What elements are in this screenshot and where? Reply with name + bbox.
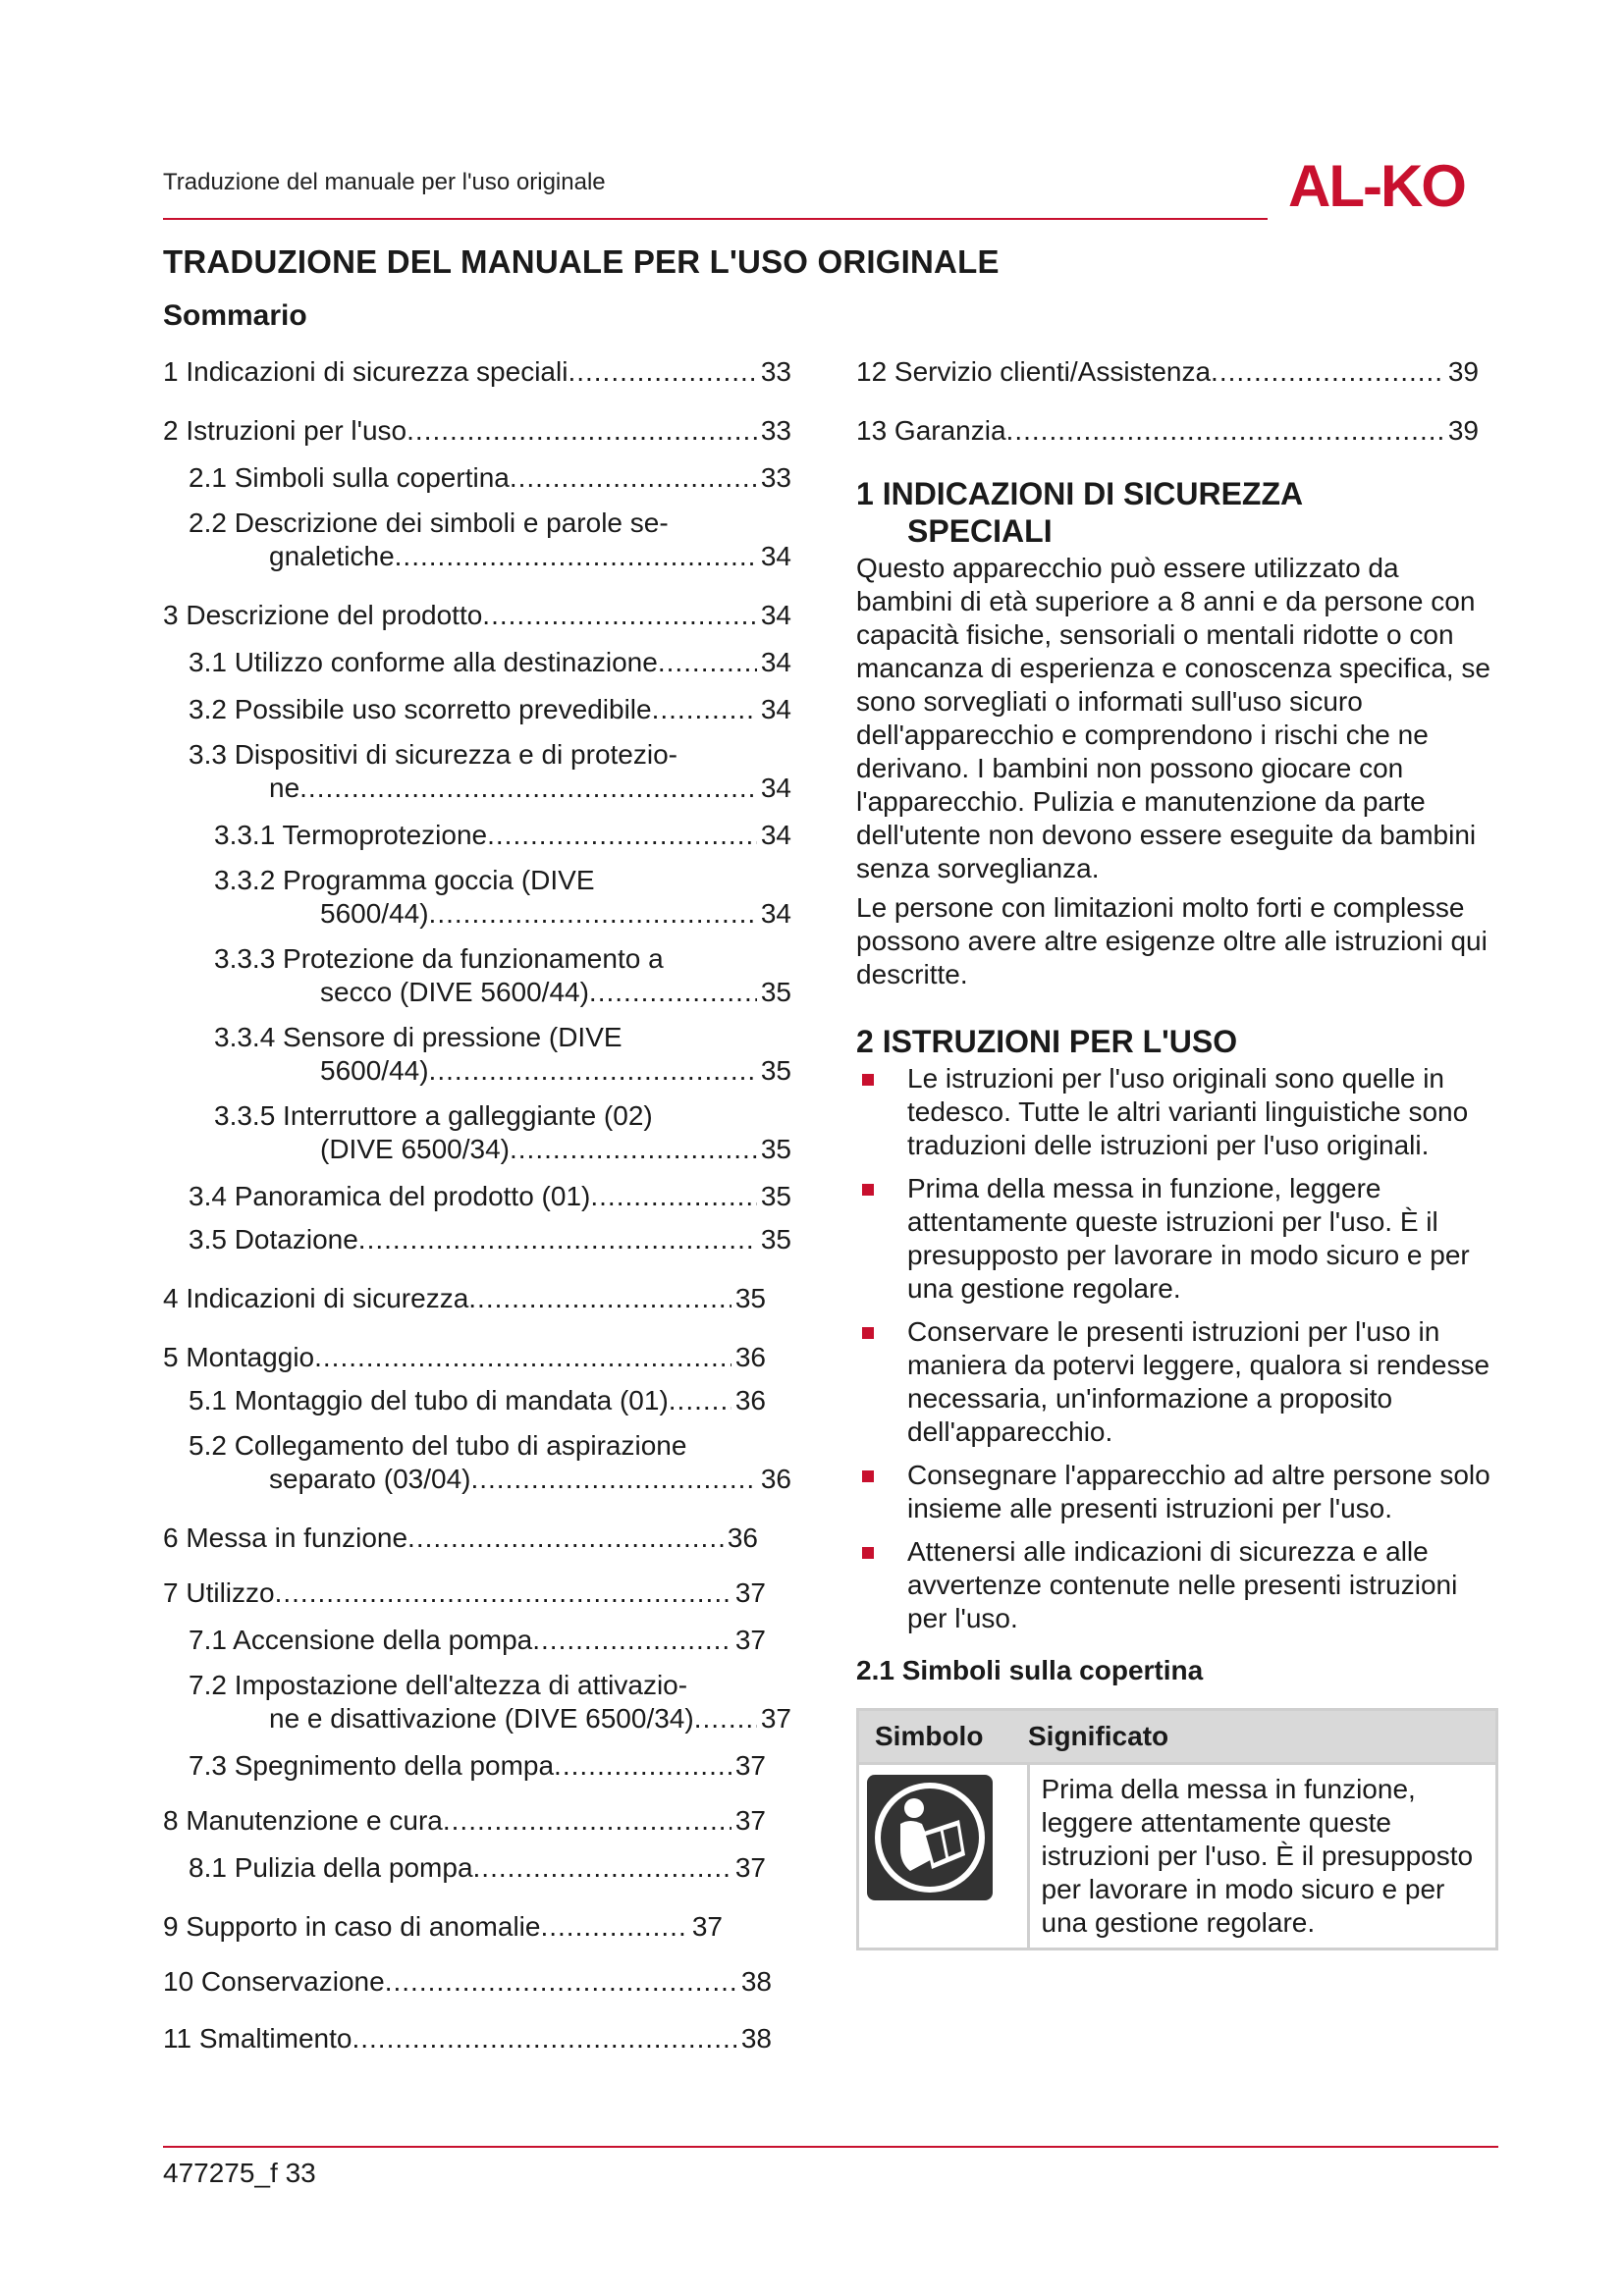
symbols-table <box>856 1708 1498 1950</box>
toc-entry[interactable]: 9 Supporto in caso di anomalie ..... 37 <box>163 1910 723 1944</box>
toc-entry[interactable]: 8.1 Pulizia della pompa ..... 37 <box>189 1851 766 1885</box>
toc-entry[interactable]: 2.2 Descrizione dei simboli e parole se- gnaletiche ..... 34 <box>189 507 791 573</box>
toc-entry[interactable]: 2.1 Simboli sulla copertina ..... 33 <box>189 461 791 495</box>
read-manual-icon <box>867 1775 993 1900</box>
toc-entry[interactable]: 3.3 Dispositivi di sicurezza e di protezio- ne ..... 34 <box>189 738 791 805</box>
toc-entry[interactable]: 13 Garanzia ..... 39 <box>856 414 1479 448</box>
symbol-cell <box>858 1764 1029 1949</box>
bullet-square-icon <box>862 1184 874 1196</box>
toc-entry[interactable]: 3.3.5 Interruttore a galleggiante (02) (DIVE 6500/34) ..... 35 <box>214 1099 791 1166</box>
alko-logo <box>1288 157 1498 212</box>
toc-entry[interactable]: 12 Servizio clienti/Assistenza ..... 39 <box>856 355 1479 389</box>
toc-entry[interactable]: 7.3 Spegnimento della pompa ..... 37 <box>189 1749 766 1783</box>
toc-entry[interactable]: 10 Conservazione ..... 38 <box>163 1965 772 1999</box>
list-item: Prima della messa in funzione, leggere attentamente queste istruzioni per l'uso. È il presupposto per lavorare in modo sicuro e per una gestione regolare. <box>856 1172 1498 1306</box>
document-code: 477275_f <box>163 2158 278 2188</box>
bullet-square-icon <box>862 1547 874 1559</box>
toc-entry[interactable]: 5 Montaggio ..... 36 <box>163 1341 766 1374</box>
page-number: 33 <box>285 2158 316 2188</box>
toc-entry[interactable]: 3.3.3 Protezione da funzionamento a secco (DIVE 5600/44) ..... 35 <box>214 942 791 1009</box>
toc-entry[interactable]: 3.5 Dotazione ..... 35 <box>189 1223 791 1256</box>
toc-entry[interactable]: 3.3.2 Programma goccia (DIVE 5600/44) ..... 34 <box>214 864 791 931</box>
symbol-column-header: Simbolo <box>858 1710 1029 1764</box>
bullet-square-icon <box>862 1327 874 1339</box>
section-1-heading <box>856 475 1498 550</box>
toc-entry[interactable]: 3.2 Possibile uso scorretto prevedibile ..... 34 <box>189 693 791 726</box>
section-1-title-line2: SPECIALI <box>907 513 1053 549</box>
toc-entry[interactable]: 1 Indicazioni di sicurezza speciali ..... 33 <box>163 355 791 389</box>
toc-entry[interactable]: 8 Manutenzione e cura ..... 37 <box>163 1804 766 1838</box>
section-2-heading: 2 ISTRUZIONI PER L'USO <box>856 1024 1238 1059</box>
toc-entry[interactable]: 6 Messa in funzione ..... 36 <box>163 1522 758 1555</box>
toc-entry[interactable]: 3.3.1 Termoprotezione ..... 34 <box>214 819 791 852</box>
footer <box>163 2158 316 2189</box>
toc-left-column <box>163 351 791 2056</box>
toc-entry[interactable]: 7.2 Impostazione dell'altezza di attivazio- ne e disattivazione (DIVE 6500/34) ..... 37 <box>189 1669 791 1735</box>
section-1-paragraph-2: Le persone con limitazioni molto forti e complesse possono avere altre esigenze oltre alle istruzioni qui descritte. <box>856 892 1488 989</box>
toc-entry[interactable]: 3.1 Utilizzo conforme alla destinazione ..... 34 <box>189 646 791 679</box>
header-title: Traduzione del manuale per l'uso originale <box>163 169 606 195</box>
toc-entry[interactable]: 11 Smaltimento ..... 38 <box>163 2022 772 2056</box>
toc-entry[interactable]: 4 Indicazioni di sicurezza ..... 35 <box>163 1282 766 1315</box>
header-divider <box>163 218 1268 220</box>
toc-entry[interactable]: 7.1 Accensione della pompa ..... 37 <box>189 1624 766 1657</box>
meaning-cell: Prima della messa in funzione, leggere attentamente queste istruzioni per l'uso. È il presupposto per lavorare in modo sicuro e per una gestione regolare. <box>1028 1764 1497 1949</box>
document-title: TRADUZIONE DEL MANUALE PER L'USO ORIGINALE <box>163 243 1000 280</box>
list-item: Attenersi alle indicazioni di sicurezza e alle avvertenze contenute nelle presenti istruzioni per l'uso. <box>856 1535 1498 1635</box>
meaning-column-header: Significato <box>1028 1710 1497 1764</box>
list-item: Consegnare l'apparecchio ad altre persone solo insieme alle presenti istruzioni per l'uso. <box>856 1459 1498 1525</box>
list-item: Le istruzioni per l'uso originali sono quelle in tedesco. Tutte le altri varianti linguistiche sono traduzioni delle istruzioni per l'uso originali. <box>856 1062 1498 1162</box>
bullet-square-icon <box>862 1470 874 1482</box>
toc-entry[interactable]: 3.3.4 Sensore di pressione (DIVE 5600/44) ..... 35 <box>214 1021 791 1088</box>
toc-entry[interactable]: 2 Istruzioni per l'uso ..... 33 <box>163 414 791 448</box>
toc-entry[interactable]: 3.4 Panoramica del prodotto (01) ..... 35 <box>189 1180 791 1213</box>
toc-entry[interactable]: 7 Utilizzo ..... 37 <box>163 1576 766 1610</box>
toc-title: Sommario <box>163 299 307 332</box>
section-1-title-line1: 1 INDICAZIONI DI SICUREZZA <box>856 476 1304 511</box>
toc-entry[interactable]: 5.1 Montaggio del tubo di mandata (01) ..... 36 <box>189 1384 766 1417</box>
section-2-bullet-list <box>856 1062 1498 1635</box>
section-1-paragraph-1: Questo apparecchio può essere utilizzato da bambini di età superiore a 8 anni e da persone con capacità fisiche, sensoriali o mentali ridotte o con mancanza di esperienza e conoscenza specifica, se sono sorvegliati o informati sull'uso sicuro dell'apparecchio e comprendono i rischi che ne derivano. I bambini non possono giocare con l'apparecchio. Pulizia e manutenzione da parte dell'utente non devono essere eseguite da bambini senza sorveglianza. <box>856 553 1490 883</box>
right-column <box>856 351 1498 1950</box>
toc-entry[interactable]: 3 Descrizione del prodotto ..... 34 <box>163 599 791 632</box>
list-item: Conservare le presenti istruzioni per l'uso in maniera da potervi leggere, qualora si rendesse necessaria, un'informazione a proposito dell'apparecchio. <box>856 1315 1498 1449</box>
toc-entry[interactable]: 5.2 Collegamento del tubo di aspirazione separato (03/04) ..... 36 <box>189 1429 791 1496</box>
logo-text: AL-KO <box>1288 157 1465 212</box>
section-2-1-heading: 2.1 Simboli sulla copertina <box>856 1655 1204 1685</box>
table-row <box>858 1764 1497 1949</box>
footer-divider <box>163 2146 1498 2148</box>
bullet-square-icon <box>862 1074 874 1086</box>
